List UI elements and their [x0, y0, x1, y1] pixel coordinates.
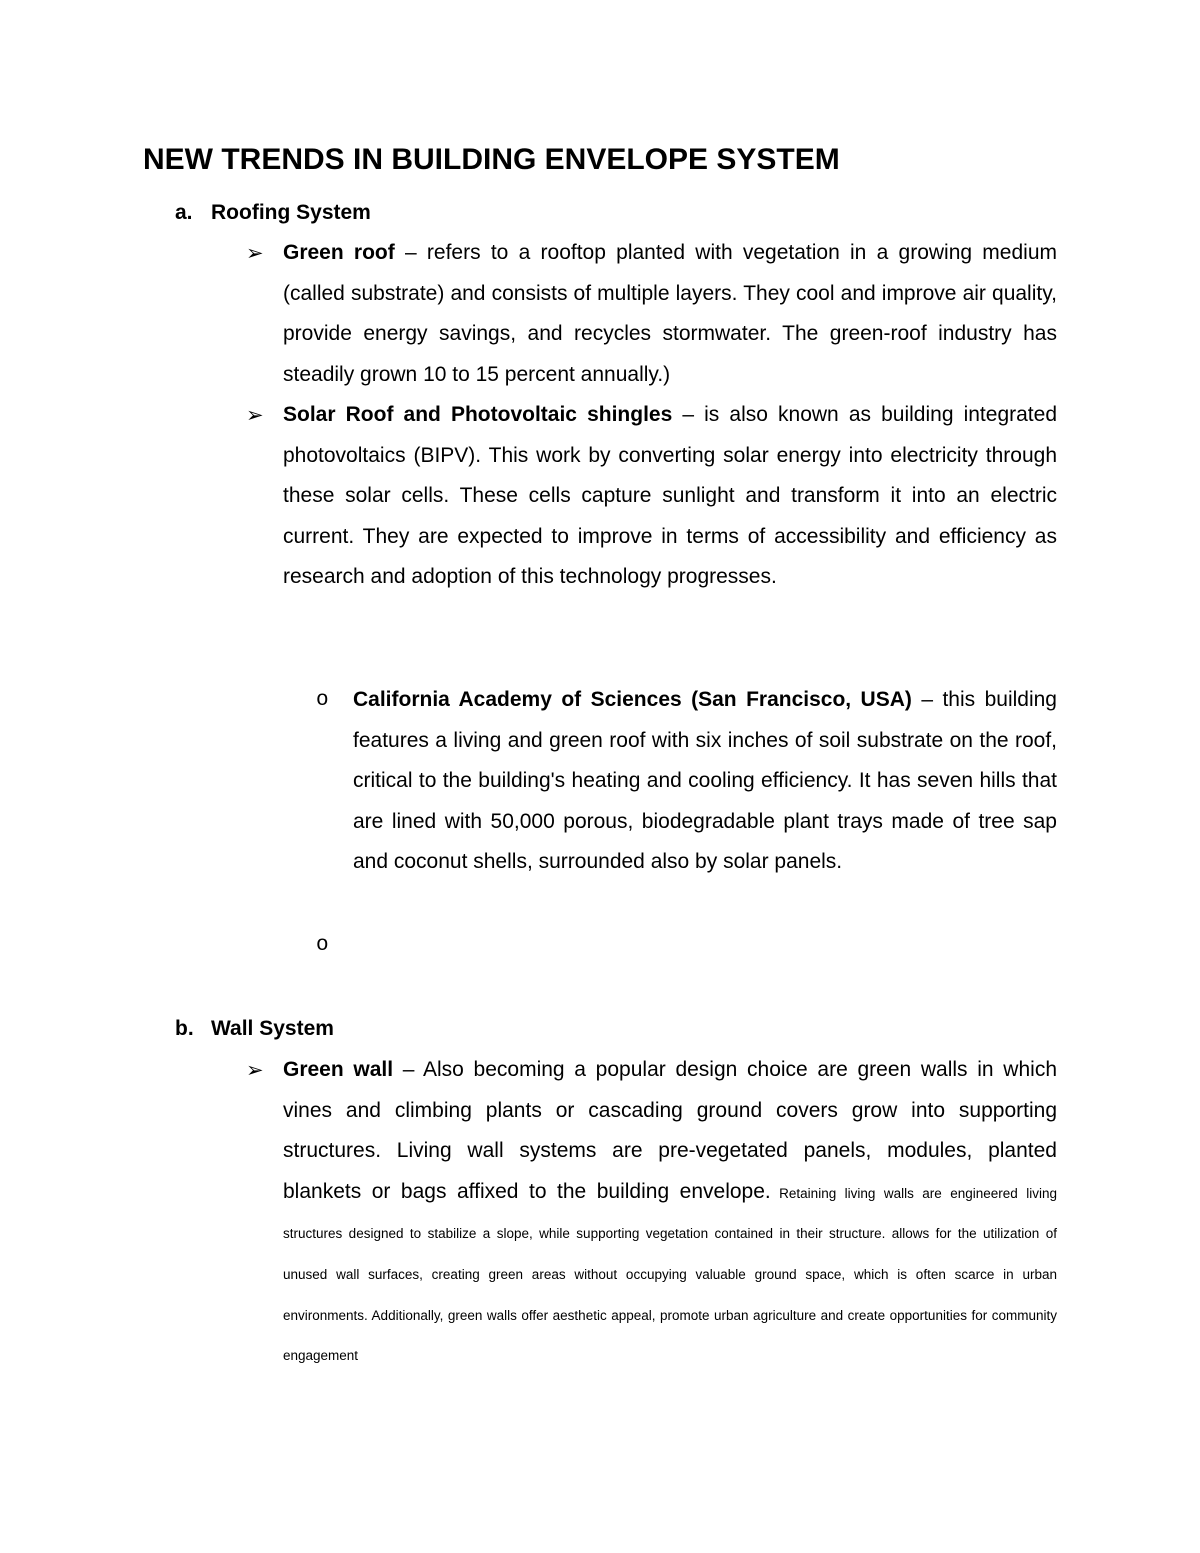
bullet-term: Green wall	[283, 1058, 394, 1081]
bullet-text: – is also known as building integrated photovoltaics (BIPV). This work by converting solar energy into electricity through these solar cells. These cells capture sunlight and transform it into an electric current. They are expected to improve in terms of accessibility and efficiency as research and adoption of this technology progresses.	[283, 403, 1057, 589]
arrow-bullet-icon: ➢	[246, 1058, 264, 1082]
section-heading-wall	[175, 1014, 334, 1044]
sub-item-term: California Academy of Sciences (San Francisco, USA)	[353, 688, 912, 711]
bullet-term: Solar Roof and Photovoltaic shingles	[283, 403, 673, 426]
sub-item-text: – this building features a living and green roof with six inches of soil substrate on the roof, critical to the building's heating and cooling efficiency. It has seven hills that are lined with 50,000 porous, biodegradable plant trays made of tree sap and coconut shells, surrounded also by solar panels.	[353, 688, 1057, 874]
bullet-term: Green roof	[283, 241, 395, 264]
arrow-bullet-icon: ➢	[246, 241, 264, 265]
bullet-green-roof	[283, 233, 1057, 395]
section-title: Roofing System	[211, 201, 371, 224]
section-title: Wall System	[211, 1017, 334, 1040]
bullet-text: – Also becoming a popular design choice are green walls in which vines and climbing plants or cascading ground covers grow into supporting structures. Living wall systems are pre-vegetated panels, modules, planted blankets or bags affixed to the building envelope.	[283, 1058, 1057, 1203]
sub-item-california-academy	[353, 680, 1057, 883]
bullet-small-text: Retaining living walls are engineered living structures designed to stabilize a slope, while supporting vegetation contained in their structure. allows for the utilization of unused wall surfaces, creating green areas without occupying valuable ground space, which is often scarce in urban environments. Additionally, green walls offer aesthetic appeal, promote urban agriculture and create opportunities for community engagement	[283, 1185, 1057, 1364]
section-letter: b.	[175, 1017, 194, 1040]
circle-bullet-icon: o	[316, 934, 329, 957]
bullet-green-wall	[283, 1050, 1057, 1375]
bullet-text: – refers to a rooftop planted with vegetation in a growing medium (called substrate) and consists of multiple layers. They cool and improve air quality, provide energy savings, and recycles stormwater. The green-roof industry has steadily grown 10 to 15 percent annually.)	[283, 241, 1057, 386]
circle-bullet-icon: o	[316, 689, 329, 712]
bullet-solar-roof	[283, 395, 1057, 598]
section-letter: a.	[175, 201, 193, 224]
section-heading-roofing	[175, 198, 371, 228]
arrow-bullet-icon: ➢	[246, 403, 264, 427]
document-title: NEW TRENDS IN BUILDING ENVELOPE SYSTEM	[143, 143, 840, 176]
